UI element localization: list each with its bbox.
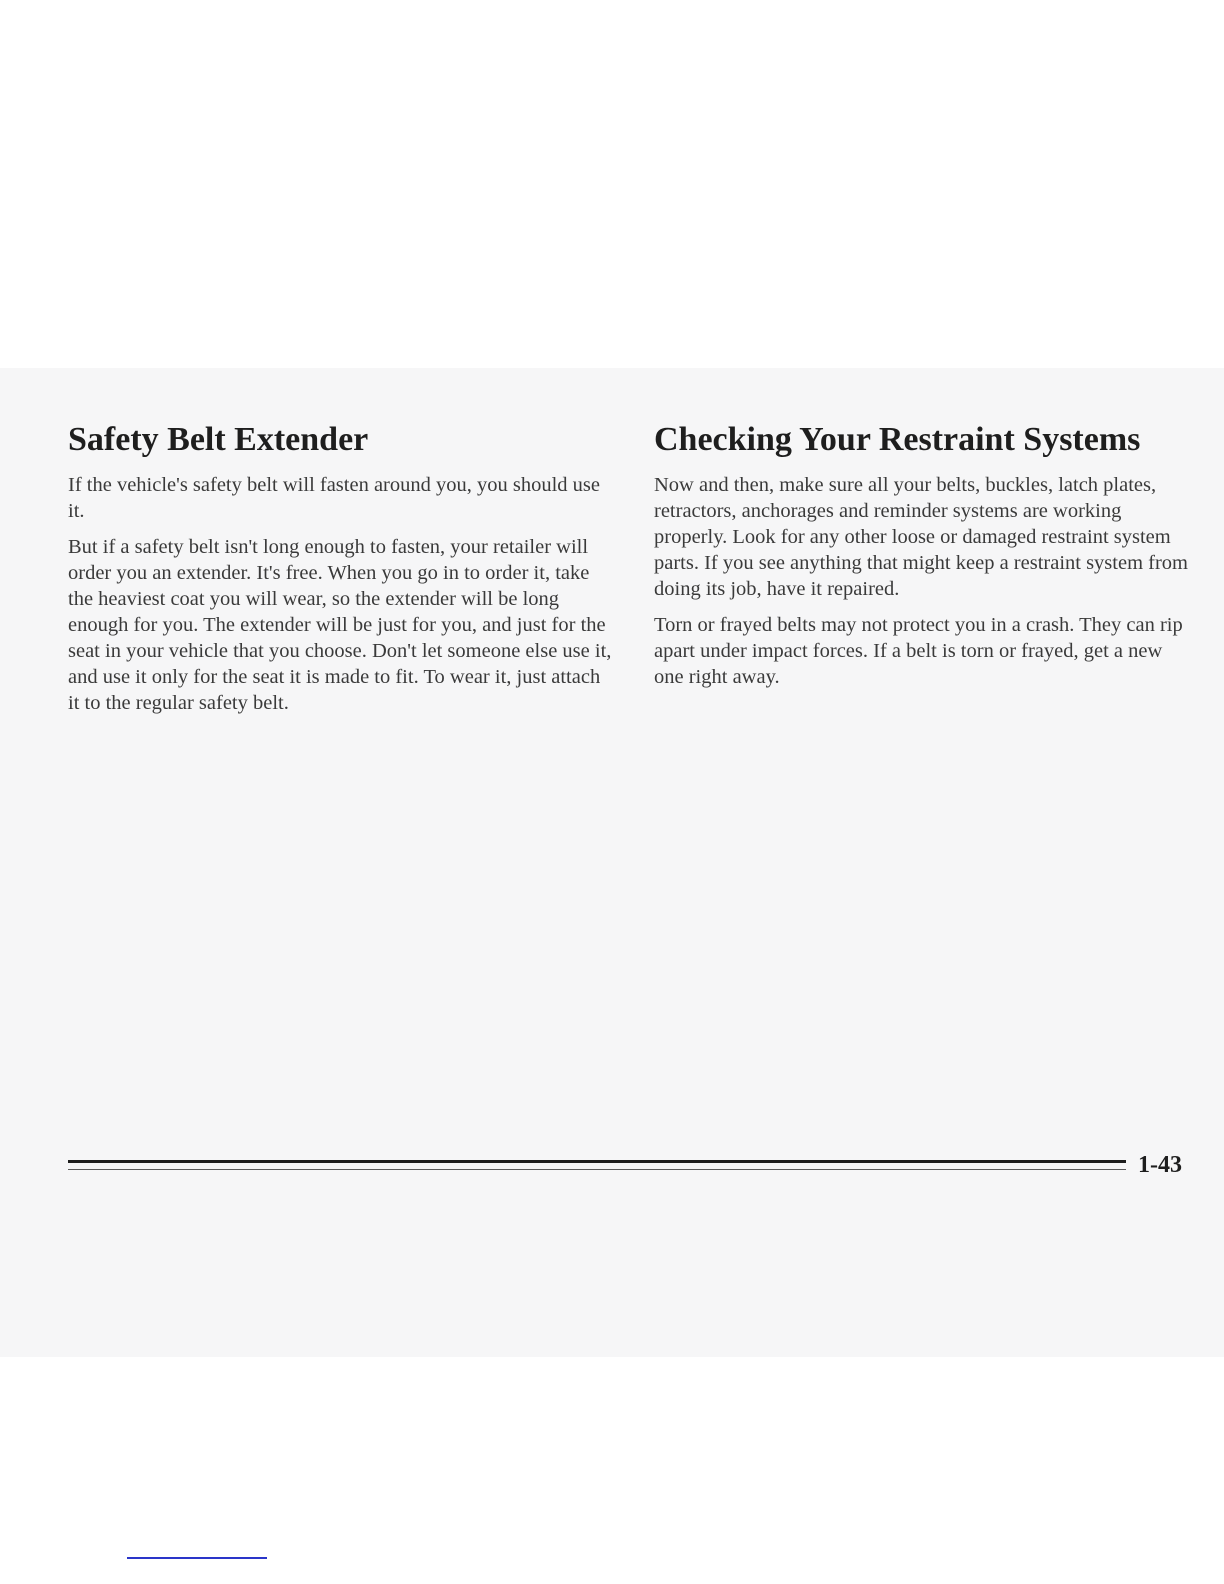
section-heading: Checking Your Restraint Systems xyxy=(654,421,1141,458)
paragraph: Now and then, make sure all your belts, buckles, latch plates, retractors, anchorages and reminder systems are working properly. Look for any other loose or damaged restraint system parts. If you see anything that might keep a restraint system from doing its job, have it repaired. xyxy=(654,474,1189,600)
section-heading: Safety Belt Extender xyxy=(68,421,369,458)
footer-rule-thick xyxy=(68,1160,1126,1163)
link-underline[interactable] xyxy=(127,1557,267,1559)
footer-rule-thin xyxy=(68,1169,1126,1170)
paragraph: Torn or frayed belts may not protect you in a crash. They can rip apart under impact forces. If a belt is torn or frayed, get a new one right away. xyxy=(654,614,1183,688)
section-safety-belt-extender xyxy=(68,418,613,726)
page-number: 1-43 xyxy=(1138,1152,1182,1178)
paragraph: If the vehicle's safety belt will fasten around you, you should use it. xyxy=(68,474,601,522)
paragraph: But if a safety belt isn't long enough to fasten, your retailer will order you an extender. It's free. When you go in to order it, take the heaviest coat you will wear, so the extender will be long enough for you. The extender will be just for you, and just for the seat in your vehicle that you choose. Don't let someone else use it, and use it only for the seat it is made to fit. To wear it, just attach it to the regular safety belt. xyxy=(68,536,612,714)
section-checking-restraint-systems xyxy=(654,418,1189,700)
footer-rule xyxy=(68,1160,1126,1174)
